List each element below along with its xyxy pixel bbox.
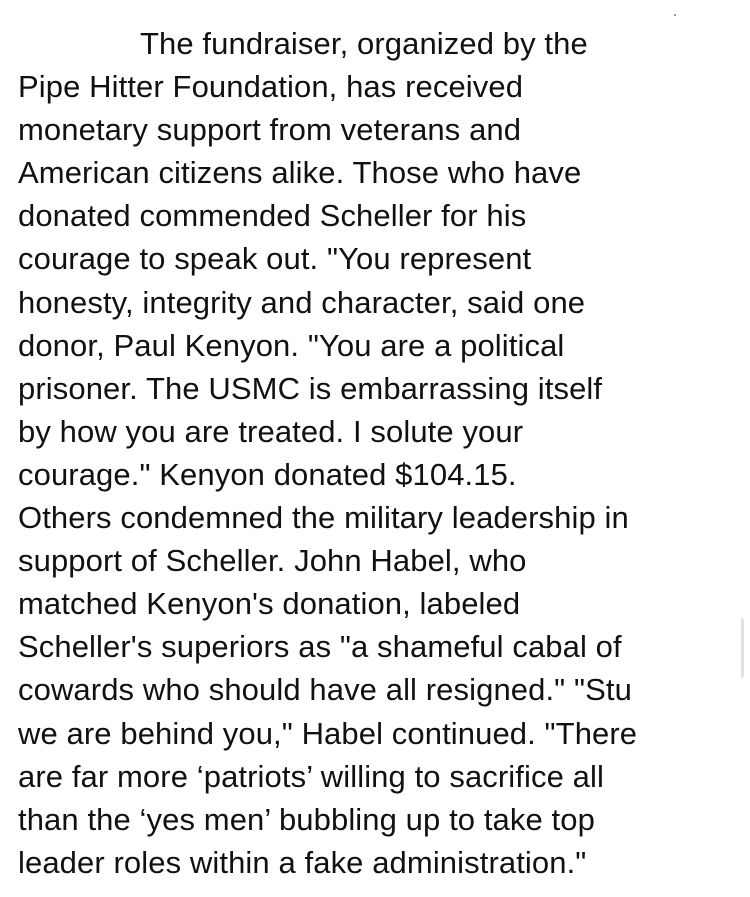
text-line: Scheller's superiors as "a shameful cabal of — [18, 629, 622, 665]
text-line: courage." Kenyon donated $104.15. — [18, 456, 517, 492]
text-line: than the ‘yes men’ bubbling up to take top — [18, 801, 595, 837]
scroll-indicator[interactable] — [741, 618, 744, 678]
text-line: Others condemned the military leadership in — [18, 500, 629, 536]
text-line: matched Kenyon's donation, labeled — [18, 586, 521, 622]
text-line: we are behind you," Habel continued. "There — [18, 715, 638, 751]
text-line: by how you are treated. I solute your — [18, 413, 524, 449]
text-line: honesty, integrity and character, said one — [18, 284, 586, 320]
text-line: courage to speak out. "You represent — [18, 241, 532, 277]
text-line: prisoner. The USMC is embarrassing itself — [18, 370, 603, 406]
text-line: are far more ‘patriots’ willing to sacrifice all — [18, 758, 604, 794]
text-line: leader roles within a fake administration." — [18, 844, 587, 880]
text-line: American citizens alike. Those who have — [18, 155, 582, 191]
text-line: support of Scheller. John Habel, who — [18, 543, 527, 579]
text-line: donor, Paul Kenyon. "You are a political — [18, 327, 565, 363]
text-line: cowards who should have all resigned." "Stu — [18, 672, 632, 708]
text-line: monetary support from veterans and — [18, 112, 522, 148]
text-line: donated commended Scheller for his — [18, 198, 527, 234]
article-text — [18, 22, 738, 884]
text-line: Pipe Hitter Foundation, has received — [18, 69, 524, 105]
text-line: The fundraiser, organized by the — [140, 26, 588, 61]
decorative-dot — [674, 14, 676, 16]
